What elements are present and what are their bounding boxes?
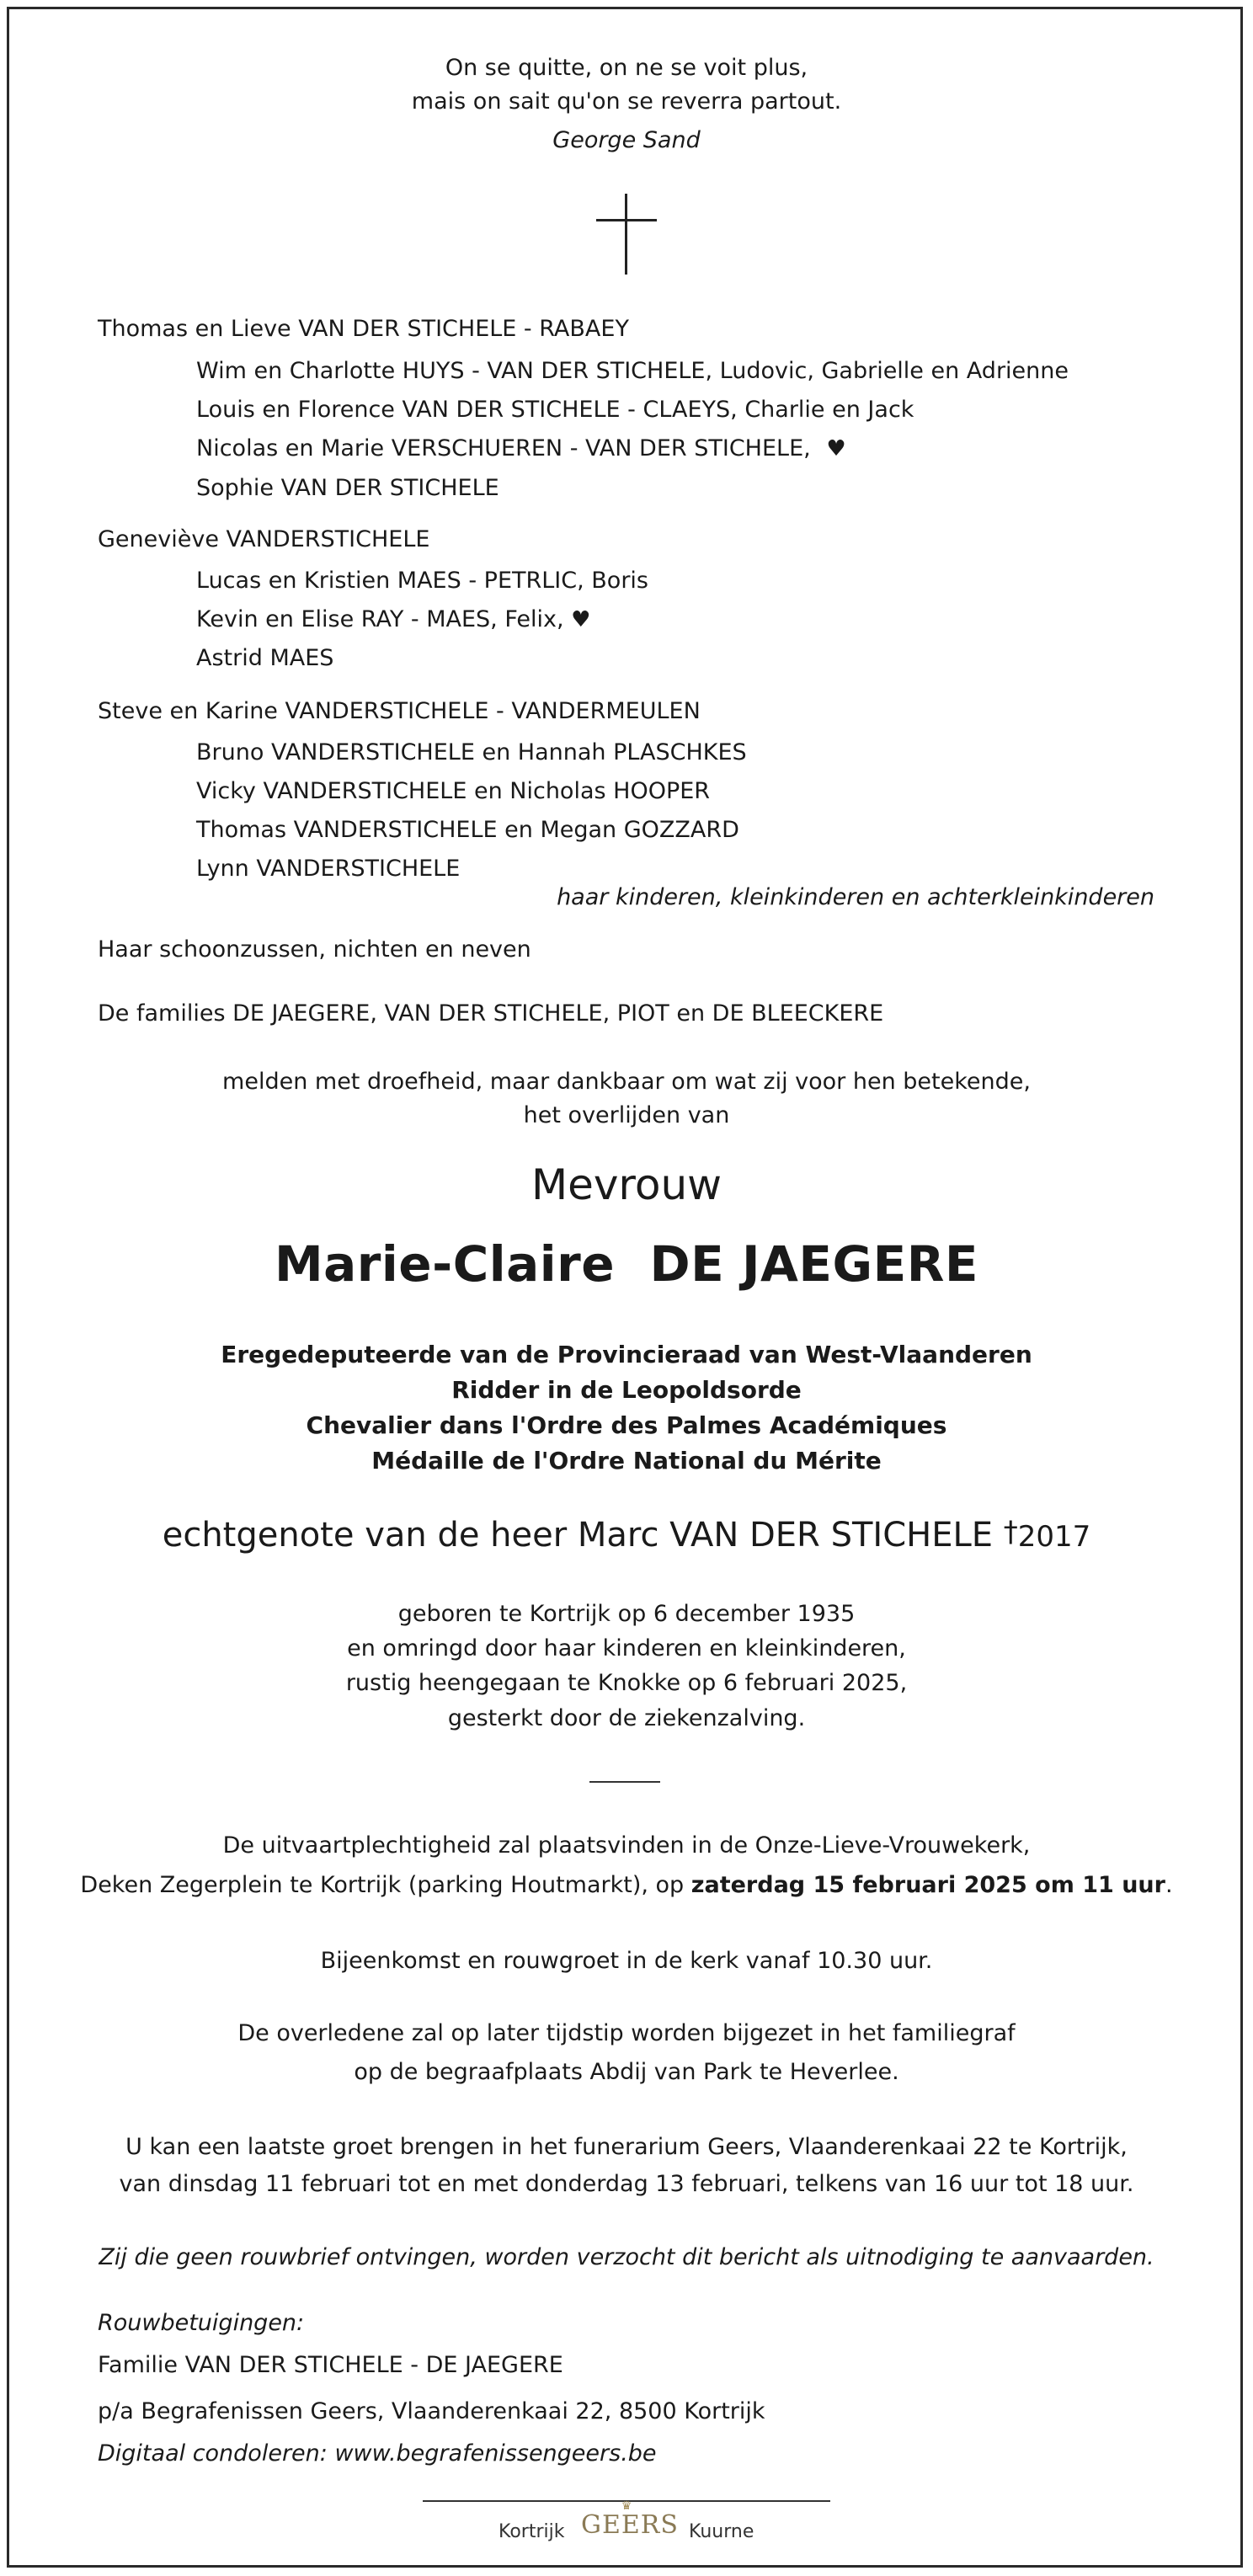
life-line: gesterkt door de ziekenzalving. (447, 1705, 806, 1731)
family-member: Sophie VAN DER STICHELE (196, 475, 499, 501)
family-member: Nicolas en Marie VERSCHUEREN - VAN DER STICHELE, (196, 435, 811, 461)
announcement-line-2: het overlijden van (523, 1102, 730, 1128)
funeral-period: . (1165, 1872, 1173, 1898)
visit-line-2: van dinsdag 11 februari tot en met donderdag 13 februari, telkens van 16 uur tot 18 uur. (119, 2171, 1134, 2197)
life-line: geboren te Kortrijk op 6 december 1935 (397, 1601, 856, 1627)
family-member: Bruno VANDERSTICHELE en Hannah PLASCHKES (196, 739, 747, 765)
footer-right: Kuurne (689, 2521, 754, 2542)
honor-title: Eregedeputeerde van de Provincieraad van West-Vlaanderen (221, 1341, 1032, 1368)
family-head-1: Thomas en Lieve VAN DER STICHELE - RABAEY (98, 316, 629, 342)
spouse-year: 2017 (1017, 1520, 1091, 1554)
footer-left: Kortrijk (499, 2521, 565, 2542)
life-line: rustig heengegaan te Knokke op 6 februari 2025, (345, 1670, 908, 1696)
crown-icon: ♛ (621, 2499, 632, 2513)
family-member-row (196, 435, 846, 463)
announcement-line-1: melden met droefheid, maar dankbaar om wat zij voor hen betekende, (222, 1069, 1031, 1095)
gathering: Bijeenkomst en rouwgroet in de kerk vanaf 10.30 uur. (320, 1948, 933, 1974)
family-member: Lucas en Kristien MAES - PETRLIC, Boris (196, 568, 648, 594)
life-line: en omringd door haar kinderen en kleinkinderen, (347, 1635, 906, 1661)
funeral-line-1: De uitvaartplechtigheid zal plaatsvinden in de Onze-Lieve-Vrouwekerk, (222, 1832, 1031, 1859)
condolences-label: Rouwbetuigingen: (98, 2310, 305, 2336)
logo-text: GEERS (581, 2510, 679, 2540)
spouse-line (0, 1515, 1253, 1555)
funeral-home-logo (581, 2499, 679, 2540)
invitation-note: Zij die geen rouwbrief ontvingen, worden verzocht dit bericht als uitnodiging te aanvaarden. (99, 2244, 1154, 2270)
condolences-address: p/a Begrafenissen Geers, Vlaanderenkaai 22, 8500 Kortrijk (98, 2398, 765, 2424)
family-head-2: Geneviève VANDERSTICHELE (98, 526, 430, 552)
condolences-family: Familie VAN DER STICHELE - DE JAEGERE (98, 2352, 563, 2378)
divider (589, 1781, 660, 1783)
condolences-digital: Digitaal condoleren: www.begrafenissengeers.be (98, 2440, 657, 2467)
family-member: Astrid MAES (196, 645, 334, 671)
family-member: Wim en Charlotte HUYS - VAN DER STICHELE, Ludovic, Gabrielle en Adrienne (196, 358, 1069, 384)
cross-mark-icon: † (1003, 1515, 1018, 1549)
deceased-name: Marie-Claire DE JAEGERE (274, 1235, 979, 1293)
family-member: Vicky VANDERSTICHELE en Nicholas HOOPER (196, 778, 711, 804)
families: De families DE JAEGERE, VAN DER STICHELE, PIOT en DE BLEECKERE (98, 1000, 884, 1027)
spouse-text: echtgenote van de heer Marc VAN DER STICHELE (162, 1516, 994, 1555)
family-member: Thomas VANDERSTICHELE en Megan GOZZARD (196, 817, 739, 843)
family-summary: haar kinderen, kleinkinderen en achterkleinkinderen (557, 884, 1154, 910)
burial-line-1: De overledene zal op later tijdstip worden bijgezet in het familiegraf (237, 2020, 1016, 2046)
visit-line-1: U kan een laatste groet brengen in het funerarium Geers, Vlaanderenkaai 22 te Kortrijk, (125, 2134, 1128, 2160)
honor-title: Médaille de l'Ordre National du Mérite (371, 1447, 882, 1475)
honor-title: Ridder in de Leopoldsorde (451, 1376, 802, 1404)
quote-line-2: mais on sait qu'on se reverra partout. (411, 88, 842, 115)
in-laws: Haar schoonzussen, nichten en neven (98, 936, 531, 963)
heart-icon: ♥ (826, 436, 846, 461)
funeral-date: zaterdag 15 februari 2025 om 11 uur (690, 1872, 1165, 1898)
honor-title: Chevalier dans l'Ordre des Palmes Académiques (306, 1411, 947, 1439)
salutation: Mevrouw (531, 1160, 722, 1209)
quote-author: George Sand (552, 127, 701, 153)
family-member-row (196, 605, 590, 634)
funeral-line-2 (0, 1871, 1253, 1900)
family-head-3: Steve en Karine VANDERSTICHELE - VANDERMEULEN (98, 698, 701, 724)
funeral-location: Deken Zegerplein te Kortrijk (parking Houtmarkt), op (80, 1872, 691, 1898)
family-member: Kevin en Elise RAY - MAES, Felix, (196, 606, 564, 632)
family-member: Lynn VANDERSTICHELE (196, 856, 461, 882)
heart-icon: ♥ (571, 607, 591, 632)
burial-line-2: op de begraafplaats Abdij van Park te Heverlee. (354, 2059, 899, 2085)
family-member: Louis en Florence VAN DER STICHELE - CLAEYS, Charlie en Jack (196, 397, 914, 423)
quote-line-1: On se quitte, on ne se voit plus, (445, 55, 808, 81)
